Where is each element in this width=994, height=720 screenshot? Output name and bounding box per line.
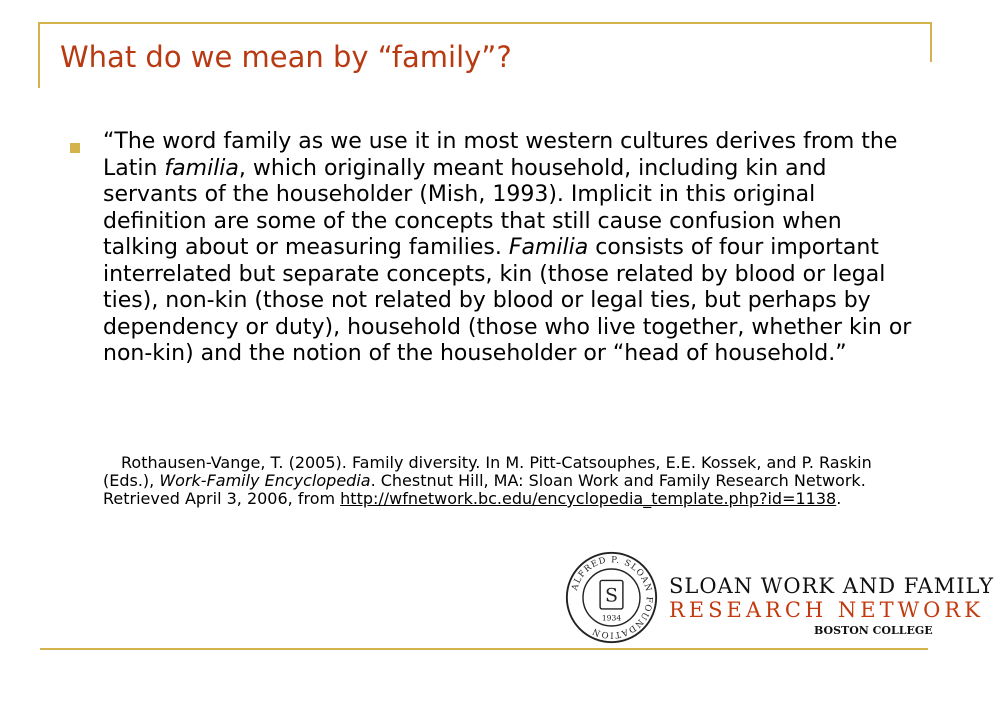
right-border-line [930,22,932,62]
quote-italic-familia: familia [164,155,239,181]
quote-paragraph [103,129,918,368]
slide-title: What do we mean by “family”? [60,40,512,74]
top-border-line [40,22,932,24]
quote-italic-familia-2: Familia [508,235,589,260]
sloan-foundation-seal-icon [564,550,659,645]
citation-link[interactable]: http://wfnetwork.bc.edu/encyclopedia_template.php?id=1138 [340,489,837,508]
citation-text-3: . [836,489,842,508]
logo-line-boston-college: BOSTON COLLEGE [814,624,933,637]
seal-year: 1934 [601,613,622,623]
svg-text:S: S [604,584,619,607]
citation-text-2: . Chestnut Hill, MA: Sloan Work and Family Research Network. Retrieved April 3, 2006, from [103,471,866,508]
citation-text-1: Rothausen-Vange, T. (2005). Family diversity. In M. Pitt-Catsouphes, E.E. Kossek, and P. Raskin (Eds.), [103,453,872,490]
bottom-border-line [40,648,928,650]
citation-paragraph [103,454,918,508]
sloan-network-logo [564,550,994,645]
quote-text-1: “The word family as we use it in most western cultures derives from the Latin [103,129,898,181]
logo-line-sloan-work-family: SLOAN WORK AND FAMILY [669,574,994,598]
seal-ring-text: ALFRED P. SLOAN FOUNDATION [570,555,654,640]
citation-italic-title: Work-Family Encyclopedia [159,471,371,490]
bullet-square-icon [70,143,80,153]
quote-text-2: , which originally meant household, including kin and servants of the householder (Mish, 1993). Implicit in this original definition are some of the concepts that still cause confusion when talking about or measuring families. [103,155,842,260]
quote-text-3: consists of four important interrelated but separate concepts, kin (those related by blood or legal ties), non-kin (those not related by blood or legal ties, but perhaps by dependency or duty), household (those who live together, whether kin or non-kin) and the notion of the householder or “head of household.” [103,235,912,366]
logo-line-research-network: RESEARCH NETWORK [669,598,984,622]
left-border-line [38,22,40,88]
